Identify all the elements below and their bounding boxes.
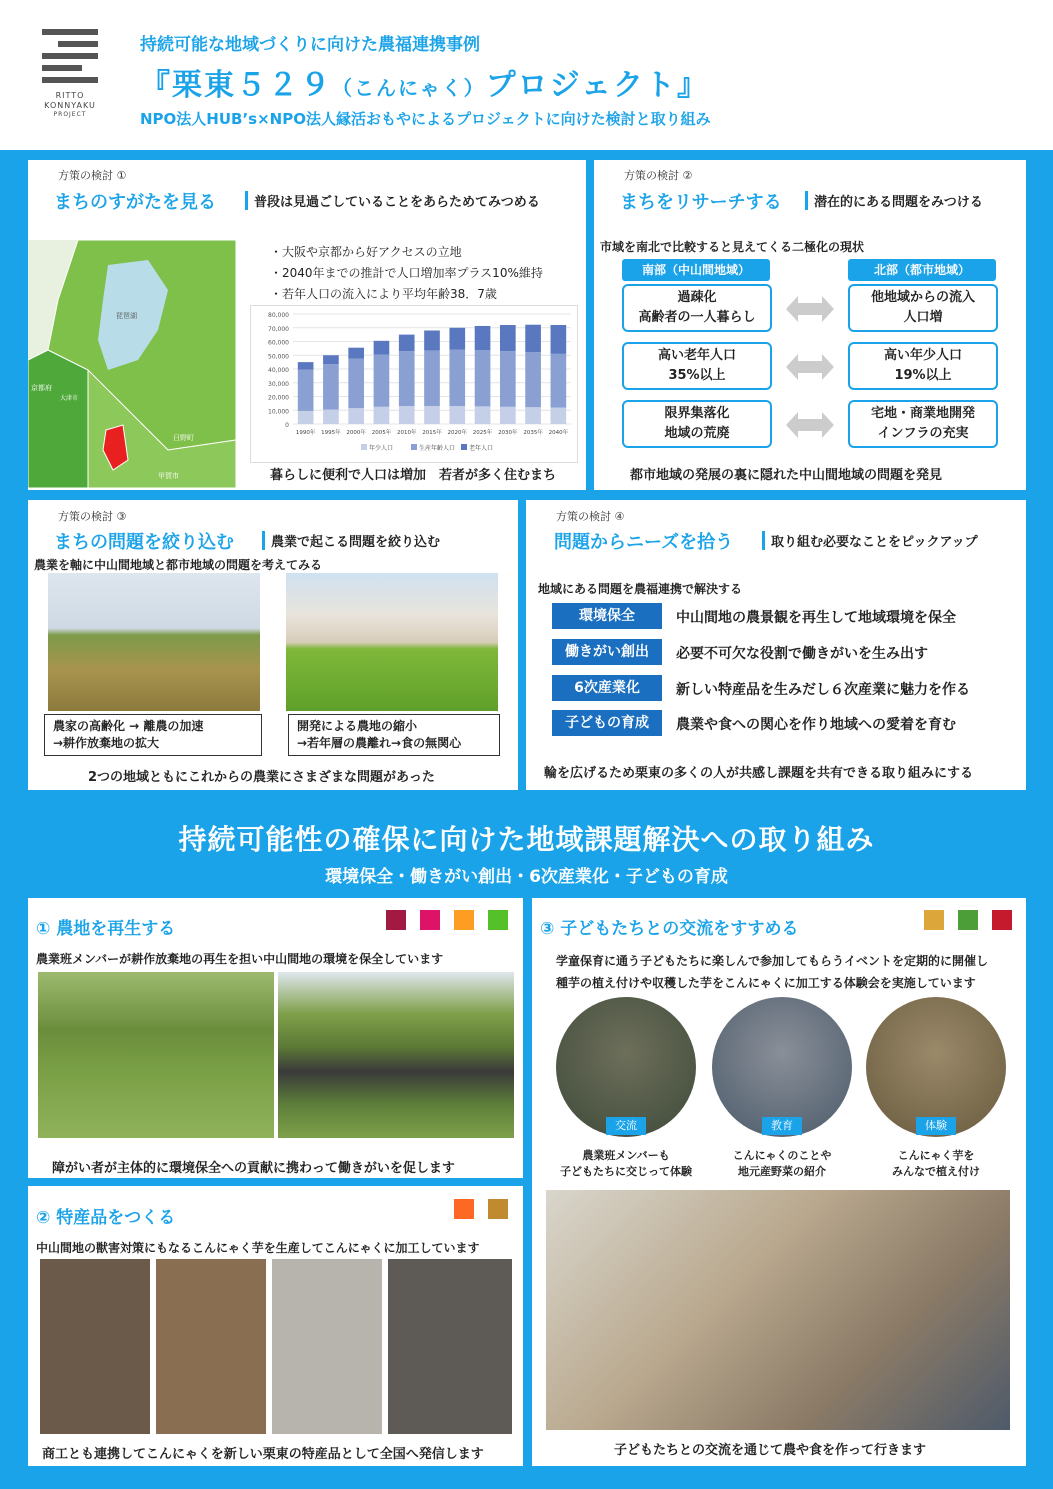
chart-xtick-label: 2030年 [498,430,518,436]
chart-bar-segment [525,352,541,407]
chart-bar-segment [424,406,440,424]
sdg-8-icon [386,910,406,930]
logo-text-konnyaku: KONNYAKU [44,101,96,110]
need-text-4: 農業や食への関心を作り地域への愛着を育む [676,717,956,733]
sec3-footer: 子どもたちとの交流を通じて農や食を作って行きます [614,1443,927,1458]
double-arrow-icon [786,296,834,322]
sdg-15-icon [488,910,508,930]
sec1-title: ① 農地を再生する [36,919,176,939]
photo-child-holding-tuber [546,1190,1010,1430]
need-label-3: 6次産業化 [552,675,662,701]
step3-desc: 農業で起こる問題を絞り込む [262,531,440,550]
chart-xtick-label: 2010年 [396,430,417,436]
need-text-3: 新しい特産品を生みだし６次産業に魅力を作る [676,682,970,698]
step3-caption-right: 開発による農地の縮小 →若年層の農離れ→食の無関心 [288,714,500,756]
step1-desc: 普段は見過ごしていることをあらためてみつめる [245,191,540,210]
circle-tag-education: 教育 [762,1117,802,1135]
sec2-footer: 商工とも連携してこんにゃくを新しい栗東の特産品として全国へ発信します [42,1447,484,1462]
logo-text-project: PROJECT [53,111,87,118]
chart-xtick-label: 2005年 [371,430,392,436]
chart-bar-segment [323,364,339,409]
header-line: NPO法人HUB’s×NPO法人縁活おもやによるプロジェクトに向けた検討と取り組み [140,110,711,128]
chart-bar-segment [323,355,339,364]
chart-bar-segment [298,411,314,424]
chart-bar-segment [348,408,364,424]
step4-label: 方策の検討 ④ [556,510,625,523]
double-arrow-icon [786,412,834,438]
step1-footer: 暮らしに便利で人口は増加 若者が多く住むまち [270,468,557,483]
step3-caption-left: 農家の高齢化 → 離農の加速 →耕作放棄地の拡大 [44,714,262,756]
step1-label: 方策の検討 ① [58,169,127,182]
step3-intro: 農業を軸に中山間地域と都市地域の問題を考えてみる [34,558,323,572]
north-box-3: 宅地・商業地開発 インフラの充実 [848,400,998,448]
chart-legend-swatch [461,444,467,450]
photo-processing [272,1259,382,1434]
photo-farm-team [38,972,274,1138]
chart-ytick-label: 20,000 [268,394,289,402]
step4-footer: 輪を広げるため栗東の多くの人が共感し課題を共有できる取り組みにする [544,766,974,781]
chart-ytick-label: 60,000 [268,339,289,347]
chart-bar-segment [424,331,440,351]
chart-ytick-label: 10,000 [268,408,289,416]
step2-desc: 潜在的にある問題をみつける [805,191,983,210]
chart-bar-segment [500,351,516,407]
double-arrow-icon [786,354,834,380]
chart-bar-segment [525,325,541,353]
circle-tag-exchange: 交流 [606,1117,646,1135]
chart-ytick-label: 70,000 [268,325,289,333]
sec3-intro-2: 種芋の植え付けや収穫した芋をこんにゃくに加工する体験会を実施しています [556,976,976,990]
chart-xtick-label: 2025年 [472,430,493,436]
chart-legend-swatch [411,444,417,450]
photo-circle-experience [866,997,1006,1137]
chart-bar-segment [551,354,567,408]
chart-xtick-label: 2020年 [447,430,468,436]
shiga-map [28,240,236,488]
need-text-2: 必要不可欠な役割で働きがいを生み出す [676,646,928,662]
photo-abandoned-farmland [48,573,260,711]
map-label-otsu: 大津市 [60,395,79,402]
step1-bullet-2: ・2040年までの推計で人口増加率プラス10%維持 [270,266,543,280]
map-label-lake: 琵琶湖 [116,312,137,320]
chart-xtick-label: 1990年 [295,430,316,436]
need-label-4: 子どもの育成 [552,710,662,736]
sdg-2-icon [924,910,944,930]
chart-bar-segment [348,359,364,409]
step3-label: 方策の検討 ③ [58,510,127,523]
sec3-title: ③ 子どもたちとの交流をすすめる [540,919,799,939]
band-subtitle: 環境保全・働きがい創出・6次産業化・子どもの育成 [325,867,728,887]
north-box-2: 高い年少人口 19%以上 [848,342,998,390]
photo-boiling-konnyaku [388,1259,512,1434]
map-label-hino: 日野町 [173,434,194,442]
chart-bar-segment [449,406,465,424]
chart-bar-segment [449,328,465,350]
sdg-10-icon [420,910,440,930]
chart-xtick-label: 2035年 [523,430,543,436]
chart-bar-segment [374,355,390,407]
header-subtitle: 持続可能な地域づくりに向けた農福連携事例 [140,35,480,55]
step4-title: 問題からニーズを拾う [554,532,734,553]
circle-caption-experience: こんにゃく芋を みんなで植え付け [892,1149,980,1178]
chart-bar-segment [449,350,465,406]
south-head: 南部（中山間地域） [622,259,770,281]
band-title: 持続可能性の確保に向けた地域課題解決への取り組み [178,823,875,856]
north-box-1: 他地域からの流入 人口増 [848,284,998,332]
chart-bar-segment [525,407,541,424]
chart-bar-segment [475,406,491,424]
chart-bar-segment [551,325,567,354]
sec2-intro: 中山間地の獣害対策にもなるこんにゃく芋を生産してこんにゃくに加工しています [36,1241,480,1255]
chart-bar-segment [374,341,390,355]
sec1-intro: 農業班メンバーが耕作放棄地の再生を担い中山間地の環境を保全しています [36,952,444,966]
map-label-kyoto: 京都府 [31,384,52,392]
step2-intro: 市域を南北で比較すると見えてくる二極化の現状 [600,240,865,254]
chart-bar-segment [399,335,415,352]
step3-title: まちの問題を絞り込む [54,532,234,553]
chart-bar-segment [500,407,516,424]
project-logo [32,25,108,121]
photo-circle-exchange [556,997,696,1137]
chart-bar-segment [551,408,567,425]
photo-mulched-field [278,972,514,1138]
chart-xtick-label: 2015年 [422,430,442,436]
chart-bar-segment [500,325,516,351]
step2-footer: 都市地域の発展の裏に隠れた中山間地域の問題を発見 [630,468,943,483]
step2-title: まちをリサーチする [620,192,782,213]
sec3-intro-1: 学童保育に通う子どもたちに楽しんで参加してもらうイベントを定期的に開催し [556,954,989,968]
step1-bullet-3: ・若年人口の流入により平均年齢38．7歳 [270,287,497,301]
circle-caption-education: こんにゃくのことや 地元産野菜の紹介 [732,1149,832,1178]
chart-xtick-label: 2040年 [548,430,569,436]
chart-bar-segment [348,348,364,359]
south-box-1: 過疎化 高齢者の一人暮らし [622,284,772,332]
chart-bar-segment [424,350,440,406]
chart-ytick-label: 50,000 [268,353,289,361]
photo-planting-hands [156,1259,266,1434]
chart-bar-segment [399,351,415,406]
south-box-2: 高い老年人口 35%以上 [622,342,772,390]
chart-xtick-label: 2000年 [346,430,366,436]
chart-legend-label: 年少人口 [369,445,394,452]
sdg-11-icon [454,910,474,930]
chart-ytick-label: 40,000 [268,367,289,374]
chart-ytick-label: 80,000 [268,312,289,319]
population-chart [250,305,578,463]
north-head: 北部（都市地域） [848,259,996,281]
step2-label: 方策の検討 ② [624,169,693,182]
photo-konnyaku-tubers [40,1259,150,1434]
need-label-1: 環境保全 [552,603,662,629]
chart-legend-swatch [361,444,367,450]
map-svg [28,240,236,488]
step1-title: まちのすがたを見る [54,192,216,213]
logo-text-ritto: RITTO [55,91,85,100]
sdg-3-icon [958,910,978,930]
header-title: 『栗東５２９（こんにゃく）プロジェクト』 [140,68,710,103]
chart-legend-label: 老年人口 [469,445,494,452]
chart-bar-segment [399,406,415,424]
sdg-9-icon [454,1199,474,1219]
sec1-footer: 障がい者が主体的に環境保全への貢献に携わって働きがいを促します [52,1161,455,1176]
chart-bar-segment [298,370,314,411]
need-label-2: 働きがい創出 [552,639,662,665]
chart-bar-segment [374,407,390,424]
chart-legend-label: 生産年齢人口 [419,445,456,452]
sec2-title: ② 特産品をつくる [36,1208,176,1228]
sdg-12-icon [488,1199,508,1219]
chart-bar-segment [475,350,491,406]
photo-urban-rice-field [286,573,498,711]
chart-bar-segment [475,326,491,350]
chart-ytick-label: 30,000 [268,380,289,388]
step4-desc: 取り組む必要なことをピックアップ [762,531,978,550]
population-chart-svg [251,306,577,462]
photo-circle-education [712,997,852,1137]
chart-bar-segment [323,410,339,424]
need-text-1: 中山間地の農景観を再生して地域環境を保全 [676,610,956,626]
chart-xtick-label: 1995年 [321,430,341,436]
sdg-4-icon [992,910,1012,930]
circle-caption-exchange: 農業班メンバーも 子どもたちに交じって体験 [560,1149,692,1178]
circle-tag-experience: 体験 [916,1117,956,1135]
map-label-koka: 甲賀市 [158,472,179,480]
step1-bullet-1: ・大阪や京都から好アクセスの立地 [270,245,462,259]
step4-intro: 地域にある問題を農福連携で解決する [538,582,743,596]
chart-bar-segment [298,362,314,370]
south-box-3: 限界集落化 地域の荒廃 [622,400,772,448]
chart-ytick-label: 0 [285,422,289,429]
step3-footer: 2つの地域ともにこれからの農業にさまざまな問題があった [88,770,435,785]
logo-mark-icon [42,29,98,85]
